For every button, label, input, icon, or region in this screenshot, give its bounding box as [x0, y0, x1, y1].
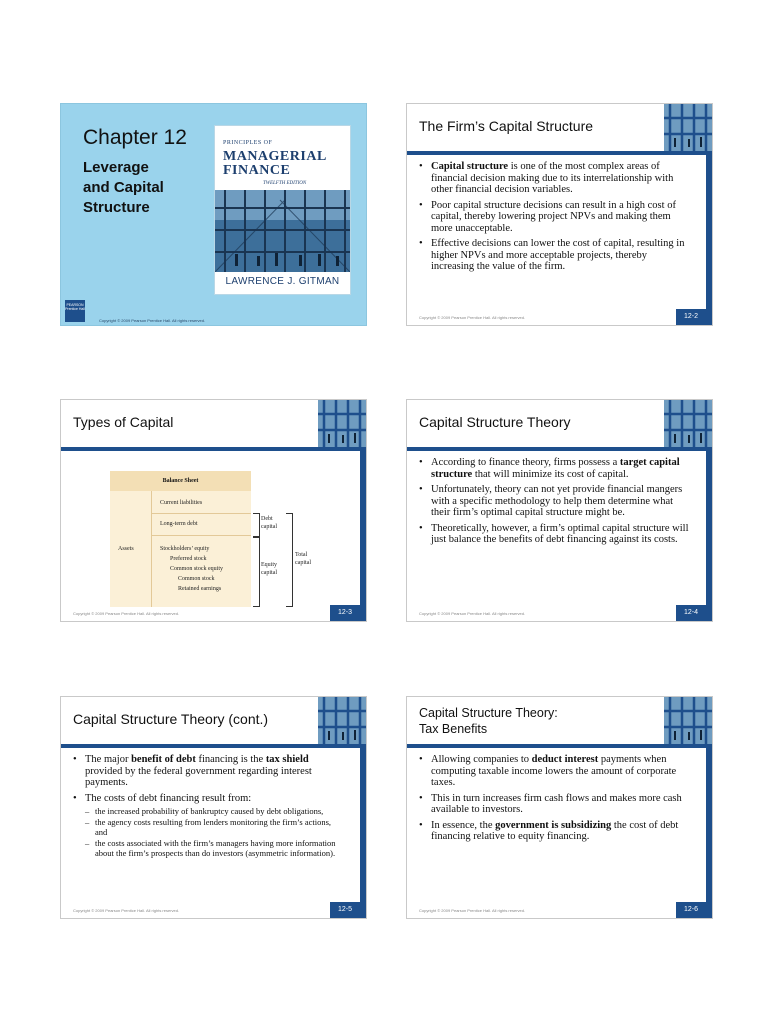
building-image-icon — [664, 400, 712, 448]
long-term-debt-label: Long-term debt — [160, 521, 198, 527]
balance-sheet-header: Balance Sheet — [110, 471, 251, 491]
total-brace — [286, 513, 293, 607]
total-capital-label — [295, 551, 311, 567]
bullet-text: the cost of debt financing relative to equity financing. — [431, 819, 679, 842]
balance-sheet-diagram — [110, 471, 310, 607]
accent-bar — [407, 744, 712, 748]
copyright-text: Copyright © 2009 Pearson Prentice Hall. All rights reserved. — [419, 315, 526, 320]
bullet-bold-text: target capital structure — [431, 457, 680, 480]
chapter-title — [83, 158, 164, 218]
debt-capital-label — [261, 515, 277, 531]
bullet-text: Allowing companies to — [431, 754, 532, 765]
accent-bar — [61, 744, 366, 748]
pearson-logo-icon: PEARSON Prentice Hall — [65, 300, 85, 322]
slide-title-line-2: Tax Benefits — [419, 722, 488, 736]
bullet-item — [73, 754, 343, 789]
divider — [151, 513, 251, 514]
sub-bullet-item: – the costs associated with the firm’s managers having more information about the firm’s prospects than do investors (asymmetric information). — [85, 838, 343, 858]
slide-capital-structure-theory-cont — [60, 696, 367, 919]
slide-capital-structure-theory — [406, 399, 713, 622]
bullet-item: • Poor capital structure decisions can result in a high cost of capital, thereby lowering project NPVs and making them more unacceptable. — [419, 200, 689, 235]
accent-bar — [407, 151, 712, 155]
accent-side-bar — [360, 447, 366, 622]
stockholders-equity-label: Stockholders’ equity — [160, 546, 210, 552]
chapter-title-line-3: Structure — [83, 199, 150, 216]
bullet-bold-text: benefit of debt — [131, 754, 196, 765]
slide-types-of-capital — [60, 399, 367, 622]
bullet-item — [419, 161, 689, 196]
bullet-list — [419, 457, 689, 550]
debt-capital-line-1: Debt — [261, 516, 273, 522]
bullet-item — [419, 820, 689, 843]
bullet-item: • Effective decisions can lower the cost of capital, resulting in higher NPVs and more acceptable projects, thereby increasing the value of the firm. — [419, 238, 689, 273]
equity-capital-label — [261, 561, 277, 577]
book-edition: TWELFTH EDITION — [263, 181, 307, 186]
bullet-bold-text: Capital structure — [431, 161, 509, 172]
bullet-item: • Unfortunately, theory can not yet provide financial mangers with a specific methodology to help them determine what their firm’s optimal capital structure might be. — [419, 484, 689, 519]
bullet-text: The costs of debt financing result from: — [85, 792, 252, 804]
slide-title — [419, 705, 558, 737]
accent-side-bar — [706, 447, 712, 622]
bullet-bold-text: tax shield — [265, 754, 309, 765]
bullet-list — [419, 161, 689, 277]
preferred-stock-label: Preferred stock — [170, 556, 207, 562]
accent-bar — [407, 447, 712, 451]
bullet-bold-text: government is subsidizing — [495, 819, 612, 831]
slide-title: Types of Capital — [73, 414, 174, 430]
building-image-icon — [318, 697, 366, 745]
bullet-bold-text: deduct interest — [531, 754, 599, 765]
slide-chapter-title — [60, 103, 367, 326]
chapter-title-line-1: Leverage — [83, 159, 149, 176]
slide-title: Capital Structure Theory (cont.) — [73, 711, 269, 727]
accent-side-bar — [706, 744, 712, 919]
page-number: 12-3 — [330, 605, 360, 621]
accent-side-bar — [360, 744, 366, 919]
equity-capital-line-2: capital — [261, 570, 277, 576]
bullet-text: provided by the federal government regarding interest payments. — [85, 765, 312, 788]
copyright-text: Copyright © 2009 Pearson Prentice Hall. All rights reserved. — [419, 611, 526, 616]
book-title — [223, 150, 327, 178]
building-image-icon — [664, 104, 712, 152]
book-title-line-1: MANAGERIAL — [223, 149, 327, 164]
bullet-text: According to finance theory, firms possess a — [431, 457, 620, 468]
slide-title: The Firm’s Capital Structure — [419, 118, 594, 134]
bullet-list — [419, 754, 689, 847]
slide-firms-capital-structure — [406, 103, 713, 326]
copyright-text: Copyright © 2009 Pearson Prentice Hall. All rights reserved. — [419, 908, 526, 913]
common-stock-label: Common stock — [178, 576, 215, 582]
current-liabilities-label: Current liabilities — [160, 500, 203, 506]
page-number: 12-5 — [330, 902, 360, 918]
book-title-line-2: FINANCE — [223, 163, 291, 178]
accent-bar — [61, 447, 366, 451]
building-image-icon — [664, 697, 712, 745]
bullet-list — [73, 754, 343, 862]
chapter-title-line-2: and Capital — [83, 179, 164, 196]
book-subtitle: PRINCIPLES OF — [223, 140, 273, 146]
bullet-text: The major — [85, 754, 132, 765]
building-image-icon — [215, 190, 350, 272]
bullet-item — [73, 793, 343, 859]
page-number: 12-6 — [676, 902, 706, 918]
building-image-icon — [318, 400, 366, 448]
sub-bullet-item: – the agency costs resulting from lenders monitoring the firm’s actions, and — [85, 817, 343, 837]
sub-bullet-list — [85, 806, 343, 858]
copyright-text: Copyright © 2009 Pearson Prentice Hall. All rights reserved. — [73, 611, 180, 616]
bullet-text: is one of the most complex areas of financial decision making due to its interrelationship with other financial decision variables. — [431, 161, 674, 195]
bullet-item: • This in turn increases firm cash flows and makes more cash available to investors. — [419, 793, 689, 816]
equity-capital-line-1: Equity — [261, 562, 277, 568]
debt-capital-line-2: capital — [261, 524, 277, 530]
bullet-text: financing is the — [195, 754, 266, 765]
slide-title-line-1: Capital Structure Theory: — [419, 706, 558, 720]
chapter-number: Chapter 12 — [83, 126, 187, 149]
bullet-text: that will minimize its cost of capital. — [472, 468, 629, 480]
bullet-text: payments when computing taxable income lowers the amount of corporate taxes. — [431, 754, 677, 788]
page-number: 12-2 — [676, 309, 706, 325]
slide-tax-benefits — [406, 696, 713, 919]
bullet-item — [419, 457, 689, 480]
sub-bullet-item: – the increased probability of bankruptcy caused by debt obligations, — [85, 806, 343, 816]
retained-earnings-label: Retained earnings — [178, 586, 222, 592]
copyright-text: Copyright © 2009 Pearson Prentice Hall. All rights reserved. — [73, 908, 180, 913]
book-author: LAWRENCE J. GITMAN — [225, 276, 340, 287]
bullet-item — [419, 754, 689, 789]
slide-title: Capital Structure Theory — [419, 414, 571, 430]
assets-label: Assets — [118, 546, 134, 552]
equity-brace — [253, 537, 260, 607]
bullet-item: • Theoretically, however, a firm’s optimal capital structure will just balance the benefits of debt financing against its costs. — [419, 523, 689, 546]
common-stock-equity-label: Common stock equity — [170, 566, 223, 572]
total-capital-line-2: capital — [295, 560, 311, 566]
divider — [151, 535, 251, 536]
debt-brace — [253, 513, 260, 537]
bullet-text: In essence, the — [431, 819, 496, 831]
book-cover — [215, 126, 350, 294]
total-capital-line-1: Total — [295, 552, 308, 558]
copyright-text: Copyright © 2009 Pearson Prentice Hall. All rights reserved. — [99, 318, 206, 323]
accent-side-bar — [706, 151, 712, 326]
page-number: 12-4 — [676, 605, 706, 621]
